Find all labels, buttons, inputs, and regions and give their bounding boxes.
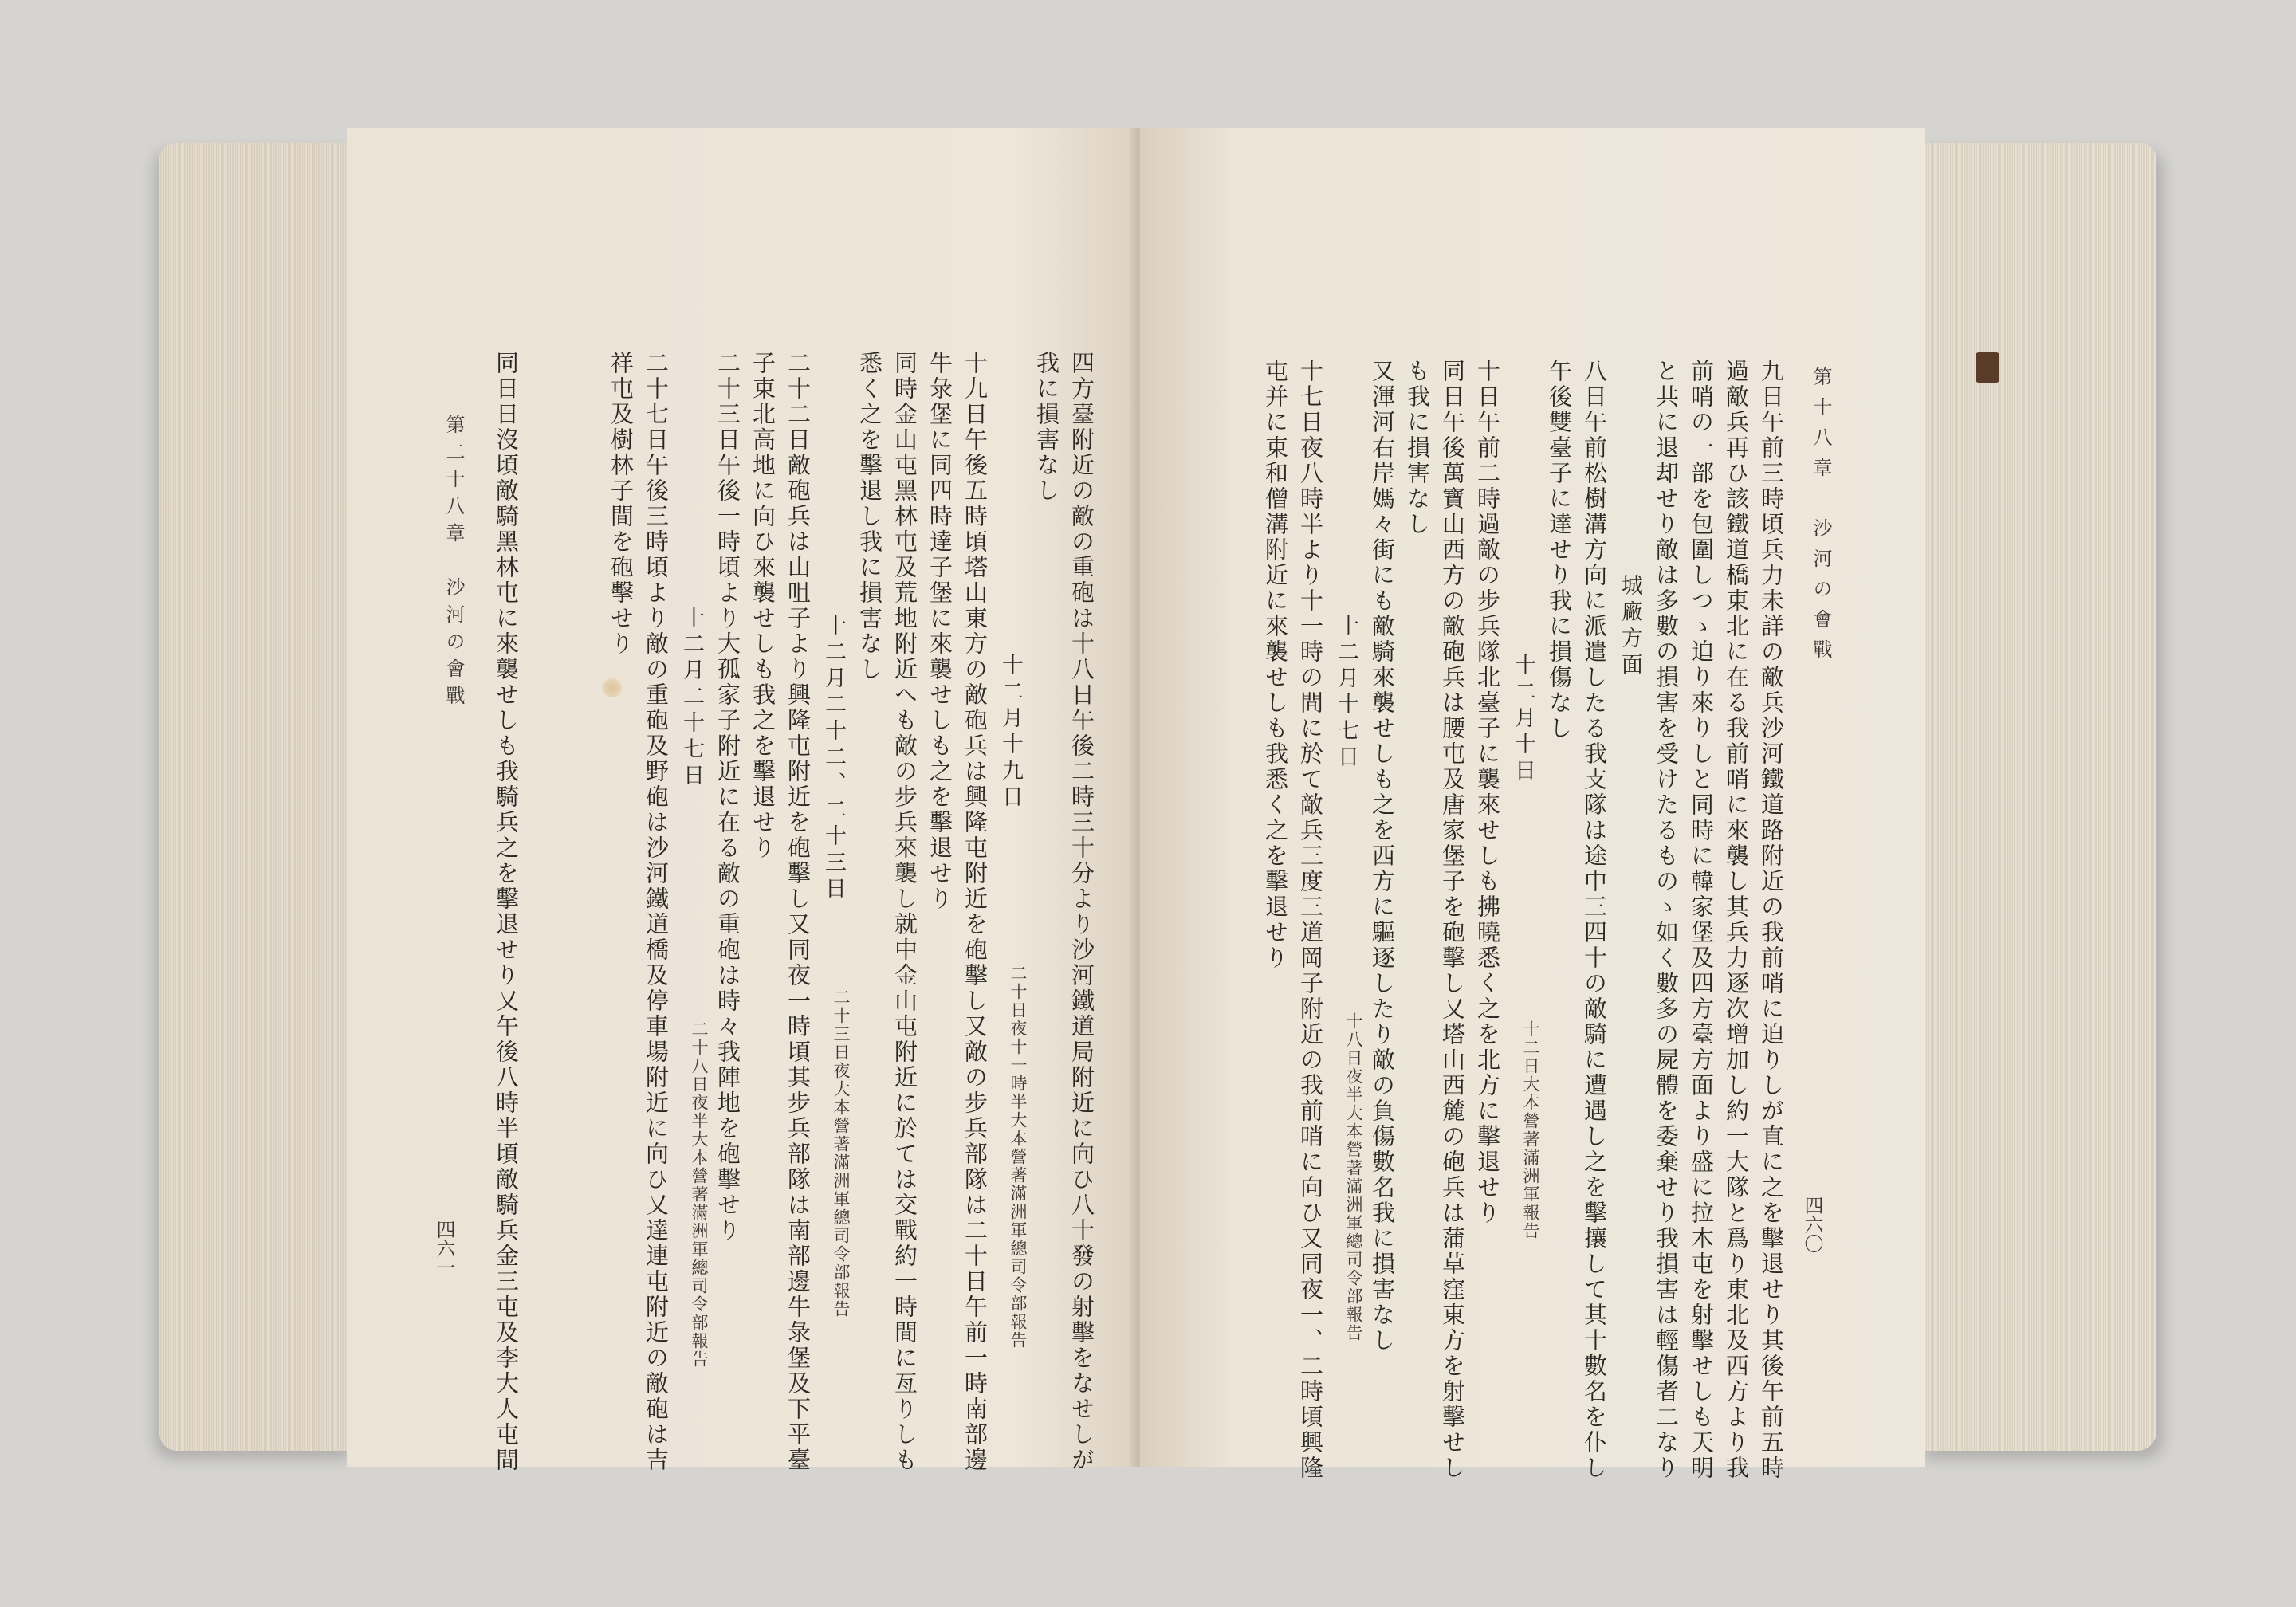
text-column: 二十二日敵砲兵は山咀子より興隆屯附近を砲擊し又同夜一時頃其步兵部隊は南部邊牛彔堡及下平臺 [784, 351, 812, 1473]
text-column: 又渾河右岸媽々街にも敵騎來襲せしも之を西方に驅逐したり敵の負傷數名我に損害なし [1369, 359, 1396, 1354]
report-source: 十二日大本營著滿洲軍報告 [1521, 1020, 1540, 1240]
text-column: 二十七日午後三時頃より敵の重砲及野砲は沙河鐵道橋及停車場附近に向ひ又達連屯附近の敵砲は吉 [643, 351, 670, 1473]
text-column: 十日午前二時過敵の步兵隊北臺子に襲來せしも拂曉悉く之を北方に擊退せり [1474, 359, 1501, 1226]
date-heading: 十二月十九日 [998, 654, 1023, 811]
text-column: 悉く之を擊退し我に損害なし [856, 351, 883, 682]
text-column: 子東北高地に向ひ來襲せしも我之を擊退せり [749, 351, 776, 861]
date-heading: 十二月二十二、二十三日 [821, 614, 846, 903]
text-column: 屯并に東和僧溝附近に來襲せしも我悉く之を擊退せり [1262, 359, 1289, 971]
running-header: 第十八章 沙河の會戰 [1810, 367, 1832, 670]
ink-blot [1976, 352, 1999, 383]
text-column: と共に退却せり敵は多數の損害を受けたるものゝ如く數多の屍體を委棄せり我損害は輕傷者二なり [1653, 359, 1680, 1481]
page-number: 四六〇 [1801, 1196, 1823, 1253]
date-heading: 十二月十日 [1511, 654, 1535, 785]
date-heading: 十二月十七日 [1334, 614, 1358, 772]
section-heading: 城廠方面 [1618, 574, 1642, 679]
text-column: 前哨の一部を包圍しつゝ迫り來りしと同時に韓家堡及四方臺方面より盛に拉木屯を射擊せしも天明 [1688, 359, 1715, 1481]
text-column: 二十三日午後一時頃より大孤家子附近に在る敵の重砲は時々我陣地を砲擊せり [714, 351, 741, 1244]
report-source: 二十八日夜半大本營著滿洲軍總司令部報告 [690, 1020, 709, 1369]
foxing-stain [602, 678, 623, 698]
text-column: 牛彔堡に同四時達子堡に來襲せしも之を擊退せり [926, 351, 953, 912]
text-column: 十七日夜八時半より十一時の間に於て敵兵三度三道岡子附近の我前哨に向ひ又同夜一、二時頃興隆 [1297, 359, 1324, 1481]
left-page [347, 128, 1134, 1473]
text-column: 十九日午後五時頃塔山東方の敵砲兵は興隆屯附近を砲擊し又敵の步兵部隊は二十日午前一時南部邊 [961, 351, 989, 1473]
page-number: 四六一 [433, 1220, 455, 1277]
text-column: 四方臺附近の敵の重砲は十八日午後二時三十分より沙河鐵道局附近に向ひ八十發の射擊をなせしが [1068, 351, 1095, 1473]
closed-pages-right-edge [1917, 143, 2156, 1451]
text-column: 同日日沒頃敵騎黑林屯に來襲せしも我騎兵之を擊退せり又午後八時半頃敵騎兵金三屯及李大人屯間 [493, 351, 520, 1473]
text-column: 祥屯及樹林子間を砲擊せり [607, 351, 635, 657]
report-source: 二十三日夜大本營著滿洲軍總司令部報告 [832, 988, 851, 1318]
text-column: 午後雙臺子に達せり我に損傷なし [1546, 359, 1573, 741]
text-column: 同日午後萬寶山西方の敵砲兵は腰屯及唐家堡子を砲擊し又塔山西麓の砲兵は蒲草窪東方を射擊せし [1439, 359, 1466, 1481]
text-column: 過敵兵再ひ該鐵道橋東北に在る我前哨に來襲し其兵力逐次增加し約一大隊と爲り東北及西方より我 [1723, 359, 1750, 1481]
running-footer: 第二十八章 沙河の會戰 [442, 415, 465, 713]
date-heading: 十二月二十七日 [679, 606, 704, 790]
report-source: 十八日夜半大本營著滿洲軍總司令部報告 [1344, 1012, 1363, 1342]
right-page [1140, 128, 1925, 1481]
text-column: 同時金山屯黑林屯及荒地附近へも敵の步兵來襲し就中金山屯附近に於ては交戰約一時間に亙りしも [891, 351, 918, 1473]
text-column: 九日午前三時頃兵力未詳の敵兵沙河鐵道路附近の我前哨に迫りしが直に之を擊退せり其後午前五時 [1758, 359, 1785, 1481]
text-column: 我に損害なし [1033, 351, 1060, 504]
text-column: も我に損害なし [1404, 359, 1431, 537]
text-column: 八日午前松樹溝方向に派遣したる我支隊は途中三四十の敵騎に遭遇し之を擊攘して其十數名を仆し [1581, 359, 1608, 1481]
closed-pages-left-edge [159, 143, 355, 1451]
report-source: 二十日夜十一時半大本營著滿洲軍總司令部報告 [1008, 965, 1028, 1350]
